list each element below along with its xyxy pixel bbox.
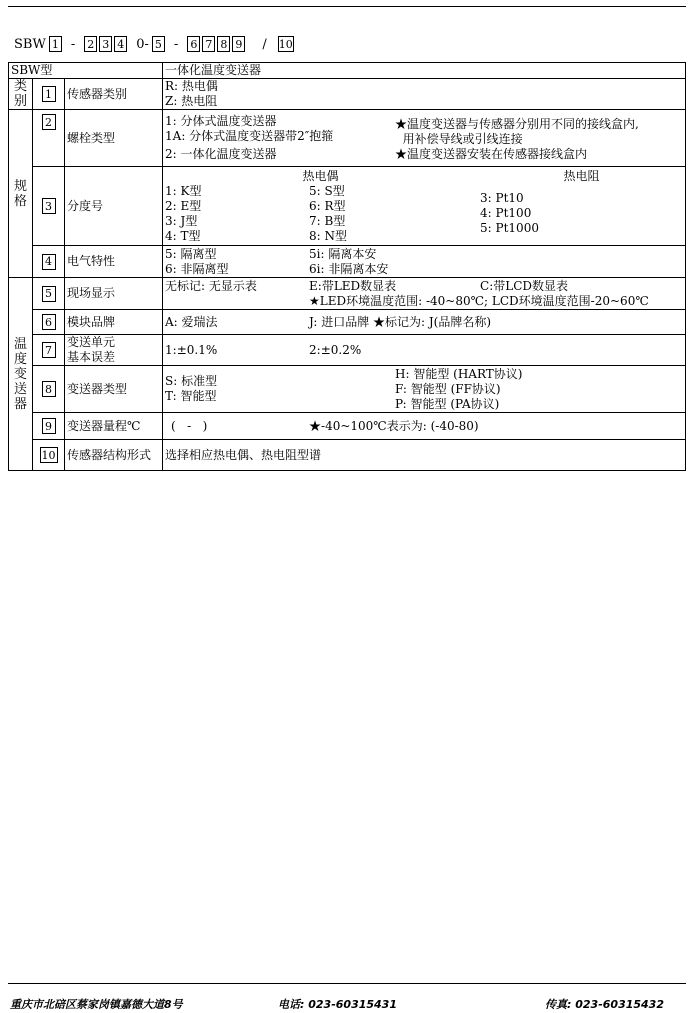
row-5-name: 现场显示	[65, 278, 163, 310]
r3-tc-header: 热电偶	[302, 168, 339, 183]
row-7	[9, 335, 686, 366]
r5-opt2: E:带LED数显表	[309, 278, 397, 293]
group-transmitter: 温度变送器	[9, 278, 33, 471]
r9-note: ★-40~100℃表示为: (-40-80)	[309, 418, 479, 433]
model-dash-2: -	[173, 36, 179, 52]
r5-opt3: C:带LCD数显表	[480, 278, 569, 293]
type-desc: 一体化温度变送器	[163, 63, 686, 79]
model-box-1: 1	[49, 36, 62, 52]
footer-phone: 电话: 023-60315431	[278, 998, 397, 1011]
model-box-9: 9	[232, 36, 245, 52]
row-9-name: 变送器量程℃	[65, 413, 163, 440]
row-3	[9, 167, 686, 246]
row-4-number: 4	[42, 254, 56, 270]
header-row	[9, 63, 686, 79]
r2-opt1: 1: 分体式温度变送器	[165, 114, 277, 128]
row-8	[9, 366, 686, 413]
footer-address: 重庆市北碚区蔡家岗镇嘉德大道8号	[10, 998, 183, 1011]
row-7-number: 7	[42, 342, 56, 358]
row-2	[9, 110, 686, 167]
r6-opt1: A: 爱瑞法	[165, 314, 218, 329]
model-box-5: 5	[152, 36, 165, 52]
row-10	[9, 440, 686, 471]
row-6	[9, 310, 686, 335]
row-10-number: 10	[41, 448, 56, 462]
r5-note: ★LED环境温度范围: -40~80℃; LCD环境温度范围-20~60℃	[309, 293, 649, 308]
r9-range: ( - )	[171, 418, 208, 433]
r7-opt1: 1:±0.1%	[165, 342, 218, 357]
r8-col1: S: 标准型 T: 智能型	[165, 374, 218, 403]
row-2-number: 2	[42, 114, 56, 130]
row-7-name: 变送单元 基本误差	[65, 335, 163, 366]
model-box-3: 3	[99, 36, 112, 52]
row-4	[9, 246, 686, 278]
r4-col2: 5i: 隔离本安 6i: 非隔离本安	[309, 246, 389, 276]
r3-rtd-header: 热电阻	[563, 168, 600, 183]
r5-opt1: 无标记: 无显示表	[165, 278, 257, 293]
r4-col1: 5: 隔离型 6: 非隔离型	[165, 246, 229, 276]
r2-note2: ★温度变送器安装在传感器接线盒内	[395, 147, 588, 161]
type-label: SBW型	[9, 63, 163, 79]
spec-table	[8, 62, 686, 471]
bottom-rule	[8, 983, 686, 984]
row-3-number: 3	[42, 198, 56, 214]
r3-tc-col2: 5: S型 6: R型 7: B型 8: N型	[309, 183, 348, 243]
r3-tc-col1: 1: K型 2: E型 3: J型 4: T型	[165, 183, 202, 243]
footer-fax: 传真: 023-60315432	[545, 998, 664, 1011]
model-box-8: 8	[217, 36, 230, 52]
model-code	[12, 34, 295, 54]
model-box-10: 10	[278, 37, 293, 51]
group-category: 类别	[9, 79, 33, 110]
model-mid: 0-	[136, 36, 149, 52]
row-9	[9, 413, 686, 440]
row-6-number: 6	[42, 314, 56, 330]
r3-rtd-col: 3: Pt10 4: Pt100 5: Pt1000	[480, 191, 539, 235]
row-8-name: 变送器类型	[65, 366, 163, 413]
model-box-6: 6	[187, 36, 200, 52]
row-10-name: 传感器结构形式	[65, 440, 163, 471]
row-1-name: 传感器类别	[65, 79, 163, 110]
group-spec: 规格	[9, 110, 33, 278]
model-prefix: SBW	[14, 36, 46, 52]
r1-opt2: Z: 热电阻	[165, 94, 218, 108]
r10-desc: 选择相应热电偶、热电阻型谱	[163, 440, 686, 471]
row-5	[9, 278, 686, 310]
r2-note1: ★温度变送器与传感器分别用不同的接线盒内, 用补偿导线或引线连接	[395, 117, 639, 146]
r1-opt1: R: 热电偶	[165, 79, 218, 93]
r6-opt2: J: 进口品牌 ★标记为: J(品牌名称)	[309, 314, 492, 329]
model-box-4: 4	[114, 36, 127, 52]
row-1	[9, 79, 686, 110]
model-box-7: 7	[202, 36, 215, 52]
r7-opt2: 2:±0.2%	[309, 342, 362, 357]
row-2-name: 螺栓类型	[65, 110, 163, 167]
r8-col2: H: 智能型 (HART协议) F: 智能型 (FF协议) P: 智能型 (PA协议)	[395, 366, 523, 411]
row-8-number: 8	[42, 381, 56, 397]
row-5-number: 5	[42, 286, 56, 302]
model-dash-1: -	[70, 36, 76, 52]
row-6-name: 模块品牌	[65, 310, 163, 335]
model-box-2: 2	[84, 36, 97, 52]
top-rule	[8, 6, 686, 7]
row-3-name: 分度号	[65, 167, 163, 246]
r2-opt1a: 1A: 分体式温度变送器带2″抱箍	[165, 129, 334, 143]
row-4-name: 电气特性	[65, 246, 163, 278]
row-9-number: 9	[42, 418, 56, 434]
row-1-number: 1	[42, 86, 56, 102]
r2-opt2: 2: 一体化温度变送器	[165, 147, 277, 161]
model-slash: /	[262, 36, 267, 52]
